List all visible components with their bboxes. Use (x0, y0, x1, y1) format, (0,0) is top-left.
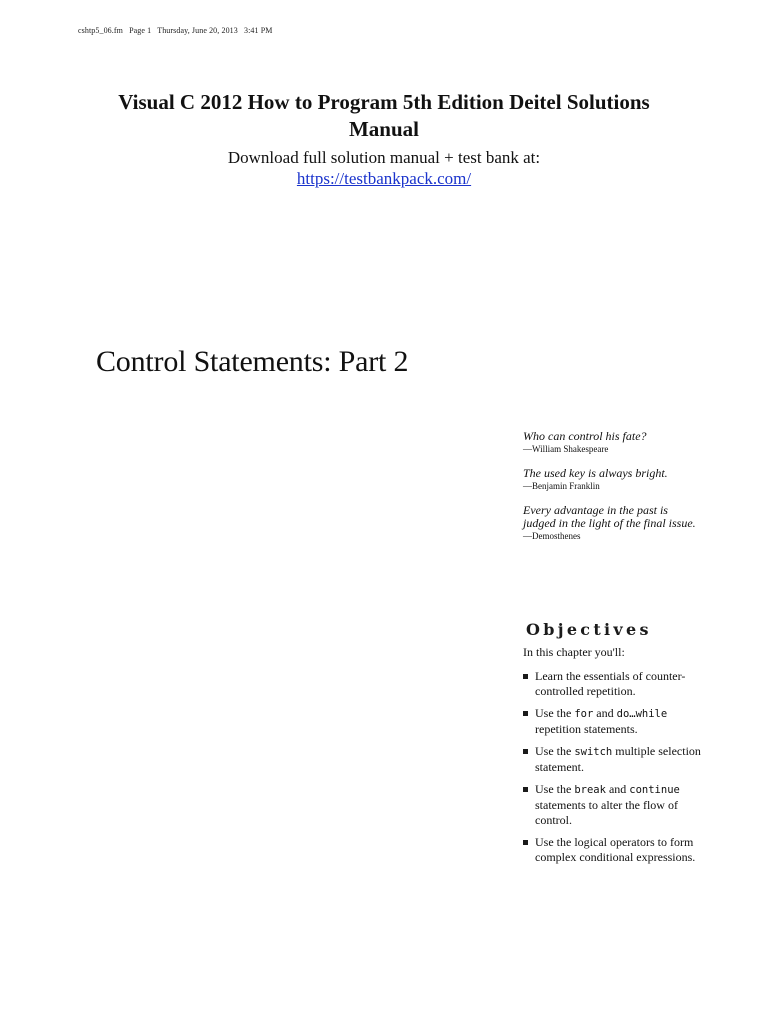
quote-author: —Demosthenes (523, 531, 581, 541)
objectives-heading: Objectives (526, 620, 652, 639)
square-bullet-icon (523, 840, 528, 845)
code-keyword: switch (574, 746, 613, 758)
banner-subtitle: Download full solution manual + test bank at: (227, 148, 541, 167)
objective-text: Use the (535, 782, 575, 796)
file-header (78, 26, 277, 35)
file-header-filename: cshtp5_06.fm (78, 26, 123, 35)
download-link[interactable]: https://testbankpack.com/ (296, 169, 472, 188)
square-bullet-icon (523, 711, 528, 716)
quote-text: The used key is always bright. (523, 466, 668, 480)
epigraph-sidebar (523, 430, 698, 554)
epigraph-quote (523, 467, 698, 492)
objective-text: and (593, 706, 617, 720)
epigraph-quote (523, 504, 698, 542)
objective-text: multiple selection statement. (535, 744, 701, 774)
file-header-date: Thursday, June 20, 2013 (157, 26, 238, 35)
quote-text: Every advantage in the past is judged in the light of the final issue. (523, 503, 696, 530)
file-header-page: Page 1 (129, 26, 152, 35)
square-bullet-icon (523, 674, 528, 679)
objective-item (523, 782, 703, 828)
epigraph-quote (523, 430, 698, 455)
objective-item (523, 669, 703, 699)
code-keyword: continue (629, 784, 680, 796)
objectives-section (523, 620, 703, 872)
banner-title-line1: Visual C 2012 How to Program 5th Edition Deitel Solutions (118, 90, 650, 114)
objective-text: and (605, 782, 630, 796)
square-bullet-icon (523, 749, 528, 754)
objectives-intro: In this chapter you'll: (523, 645, 625, 659)
objective-text: statements to alter the flow of control. (535, 798, 678, 827)
code-keyword: break (574, 784, 606, 796)
banner-title (40, 89, 728, 143)
banner-title-line2: Manual (348, 117, 419, 141)
objective-item (523, 835, 703, 865)
quote-text: Who can control his fate? (523, 429, 647, 443)
objective-text: Use the logical operators to form complex conditional expressions. (535, 835, 696, 864)
square-bullet-icon (523, 787, 528, 792)
objective-text: Use the (535, 706, 575, 720)
quote-author: —William Shakespeare (523, 444, 609, 454)
objective-text: repetition statements. (535, 722, 638, 736)
objective-text: Learn the essentials of counter-controlled repetition. (535, 669, 686, 698)
quote-author: —Benjamin Franklin (523, 481, 600, 491)
file-header-time: 3:41 PM (244, 26, 273, 35)
chapter-title: Control Statements: Part 2 (96, 345, 409, 378)
objectives-list (523, 669, 703, 865)
code-keyword: do…while (616, 708, 668, 720)
objective-item (523, 744, 703, 775)
objective-text: Use the (535, 744, 575, 758)
objective-item (523, 706, 703, 737)
code-keyword: for (574, 708, 594, 720)
download-banner (40, 89, 728, 189)
